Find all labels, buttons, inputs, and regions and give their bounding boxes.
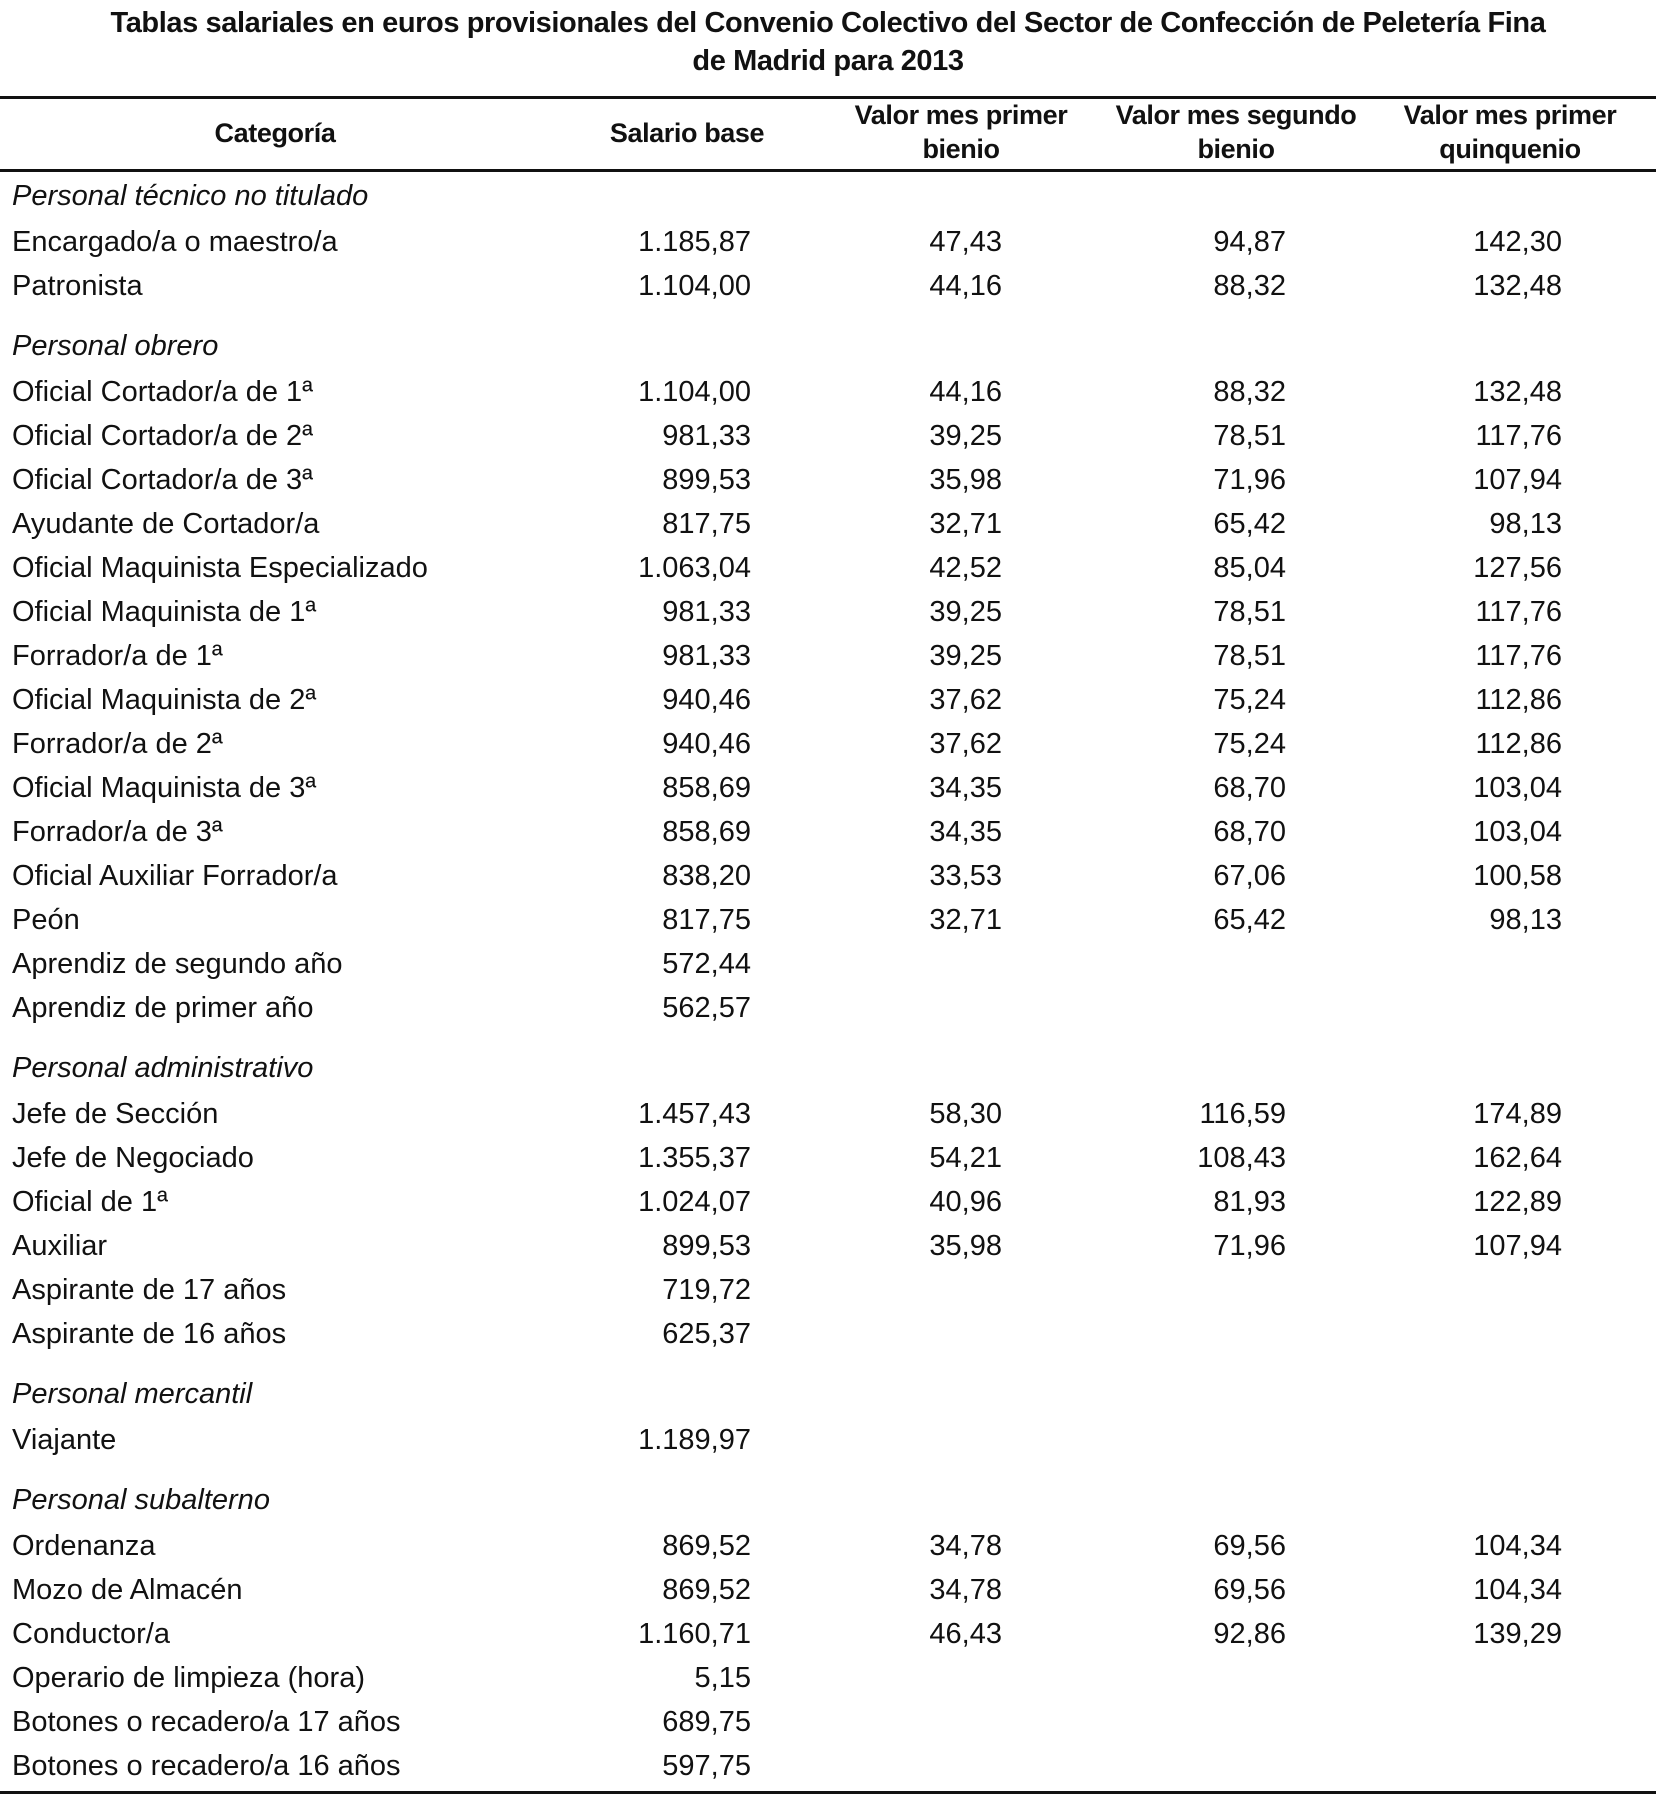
cell-segundo-bienio: 78,51 xyxy=(1213,596,1286,628)
cell-categoria: Mozo de Almacén xyxy=(12,1574,243,1606)
cell-primer-bienio: 37,62 xyxy=(929,684,1002,716)
cell-segundo-bienio: 75,24 xyxy=(1213,728,1286,760)
cell-categoria: Botones o recadero/a 17 años xyxy=(12,1706,401,1738)
cell-primer-bienio: 58,30 xyxy=(929,1098,1002,1130)
cell-primer-bienio: 44,16 xyxy=(929,376,1002,408)
header-quinquenio-line-1: Valor mes primer xyxy=(1403,100,1617,130)
cell-salario-base: 1.355,37 xyxy=(638,1142,751,1174)
cell-salario-base: 869,52 xyxy=(662,1530,751,1562)
table-row xyxy=(0,986,1656,1030)
cell-segundo-bienio: 92,86 xyxy=(1213,1618,1286,1650)
cell-segundo-bienio: 75,24 xyxy=(1213,684,1286,716)
cell-segundo-bienio: 81,93 xyxy=(1213,1186,1286,1218)
table-body xyxy=(0,171,1656,1788)
section-header-row xyxy=(0,1369,1656,1418)
cell-salario-base: 1.160,71 xyxy=(638,1618,751,1650)
cell-categoria: Encargado/a o maestro/a xyxy=(12,226,338,258)
cell-primer-bienio: 35,98 xyxy=(929,464,1002,496)
table-row xyxy=(0,1744,1656,1788)
cell-categoria: Ayudante de Cortador/a xyxy=(12,508,320,540)
cell-segundo-bienio: 68,70 xyxy=(1213,816,1286,848)
cell-categoria: Oficial Maquinista Especializado xyxy=(12,552,428,584)
table-row xyxy=(0,634,1656,678)
section-header-row xyxy=(0,1475,1656,1524)
cell-categoria: Oficial Maquinista de 1ª xyxy=(12,596,317,628)
cell-categoria: Oficial Cortador/a de 3ª xyxy=(12,464,313,496)
table-row xyxy=(0,1612,1656,1656)
cell-primer-bienio: 35,98 xyxy=(929,1230,1002,1262)
cell-primer-quinquenio: 103,04 xyxy=(1473,816,1562,848)
table-row xyxy=(0,1268,1656,1312)
cell-categoria: Ordenanza xyxy=(12,1530,156,1562)
cell-salario-base: 838,20 xyxy=(662,860,751,892)
header-primer-bienio-line-2: bienio xyxy=(922,134,1000,164)
cell-categoria: Oficial Cortador/a de 2ª xyxy=(12,420,313,452)
cell-primer-quinquenio: 107,94 xyxy=(1473,464,1562,496)
cell-primer-bienio: 42,52 xyxy=(929,552,1002,584)
header-primer-bienio xyxy=(841,98,1081,166)
cell-primer-quinquenio: 117,76 xyxy=(1475,596,1562,628)
header-segundo-bienio-line-2: bienio xyxy=(1197,134,1275,164)
table-row xyxy=(0,942,1656,986)
cell-primer-bienio: 46,43 xyxy=(929,1618,1002,1650)
cell-categoria: Jefe de Negociado xyxy=(12,1142,254,1174)
cell-salario-base: 899,53 xyxy=(662,1230,751,1262)
section-header-row xyxy=(0,171,1656,220)
table-row xyxy=(0,458,1656,502)
table-row xyxy=(0,722,1656,766)
cell-primer-quinquenio: 132,48 xyxy=(1473,270,1562,302)
cell-primer-bienio: 34,78 xyxy=(929,1530,1002,1562)
cell-salario-base: 572,44 xyxy=(662,948,751,980)
cell-categoria: Auxiliar xyxy=(12,1230,108,1262)
cell-primer-quinquenio: 122,89 xyxy=(1473,1186,1562,1218)
table-row xyxy=(0,898,1656,942)
cell-segundo-bienio: 116,59 xyxy=(1199,1098,1286,1130)
table-title xyxy=(0,4,1656,80)
section-title: Personal mercantil xyxy=(12,1378,253,1410)
cell-categoria: Patronista xyxy=(12,270,143,302)
table-row xyxy=(0,1180,1656,1224)
cell-primer-quinquenio: 117,76 xyxy=(1475,420,1562,452)
cell-categoria: Oficial Maquinista de 2ª xyxy=(12,684,317,716)
table-row xyxy=(0,1136,1656,1180)
cell-segundo-bienio: 65,42 xyxy=(1213,904,1286,936)
table-row xyxy=(0,810,1656,854)
cell-salario-base: 625,37 xyxy=(662,1318,751,1350)
cell-primer-bienio: 39,25 xyxy=(929,420,1002,452)
cell-salario-base: 981,33 xyxy=(662,420,751,452)
cell-segundo-bienio: 78,51 xyxy=(1213,420,1286,452)
bottom-rule xyxy=(0,1791,1656,1794)
cell-salario-base: 5,15 xyxy=(694,1662,751,1694)
cell-salario-base: 858,69 xyxy=(662,772,751,804)
table-row xyxy=(0,678,1656,722)
cell-primer-bienio: 47,43 xyxy=(929,226,1002,258)
table-row xyxy=(0,264,1656,308)
cell-segundo-bienio: 69,56 xyxy=(1213,1574,1286,1606)
table-row xyxy=(0,1656,1656,1700)
cell-segundo-bienio: 88,32 xyxy=(1213,376,1286,408)
table-title-line-2: de Madrid para 2013 xyxy=(692,45,964,77)
table-row xyxy=(0,546,1656,590)
header-segundo-bienio xyxy=(1111,98,1361,166)
cell-segundo-bienio: 65,42 xyxy=(1213,508,1286,540)
cell-categoria: Conductor/a xyxy=(12,1618,170,1650)
table-row xyxy=(0,1418,1656,1462)
table-row xyxy=(0,590,1656,634)
cell-primer-quinquenio: 174,89 xyxy=(1473,1098,1562,1130)
cell-categoria: Aspirante de 17 años xyxy=(12,1274,287,1306)
header-salario-base: Salario base xyxy=(609,118,765,148)
cell-categoria: Botones o recadero/a 16 años xyxy=(12,1750,401,1782)
cell-salario-base: 1.104,00 xyxy=(638,270,751,302)
cell-primer-bienio: 32,71 xyxy=(929,508,1002,540)
cell-primer-quinquenio: 104,34 xyxy=(1473,1574,1562,1606)
cell-primer-bienio: 33,53 xyxy=(929,860,1002,892)
cell-primer-quinquenio: 162,64 xyxy=(1473,1142,1562,1174)
cell-primer-quinquenio: 98,13 xyxy=(1489,904,1562,936)
cell-categoria: Viajante xyxy=(12,1424,117,1456)
cell-primer-quinquenio: 127,56 xyxy=(1473,552,1562,584)
header-categoria: Categoría xyxy=(214,118,336,148)
cell-primer-quinquenio: 103,04 xyxy=(1473,772,1562,804)
cell-categoria: Aprendiz de segundo año xyxy=(12,948,343,980)
cell-primer-quinquenio: 139,29 xyxy=(1473,1618,1562,1650)
cell-primer-bienio: 32,71 xyxy=(929,904,1002,936)
section-title: Personal técnico no titulado xyxy=(12,180,369,212)
cell-salario-base: 858,69 xyxy=(662,816,751,848)
header-quinquenio xyxy=(1390,98,1630,166)
cell-segundo-bienio: 68,70 xyxy=(1213,772,1286,804)
cell-primer-quinquenio: 142,30 xyxy=(1473,226,1562,258)
table-title-line-1: Tablas salariales en euros provisionales del Convenio Colectivo del Sector de Confección de Peletería Fina xyxy=(110,7,1546,39)
cell-primer-quinquenio: 117,76 xyxy=(1475,640,1562,672)
cell-segundo-bienio: 108,43 xyxy=(1197,1142,1286,1174)
section-title: Personal subalterno xyxy=(12,1484,270,1516)
cell-primer-quinquenio: 98,13 xyxy=(1489,508,1562,540)
cell-segundo-bienio: 71,96 xyxy=(1213,464,1286,496)
cell-categoria: Peón xyxy=(12,904,80,936)
cell-categoria: Oficial Maquinista de 3ª xyxy=(12,772,317,804)
cell-primer-bienio: 34,78 xyxy=(929,1574,1002,1606)
cell-salario-base: 817,75 xyxy=(662,904,751,936)
cell-primer-bienio: 37,62 xyxy=(929,728,1002,760)
table-row xyxy=(0,1312,1656,1356)
cell-salario-base: 1.063,04 xyxy=(638,552,751,584)
cell-categoria: Aspirante de 16 años xyxy=(12,1318,287,1350)
table-row xyxy=(0,1700,1656,1744)
cell-segundo-bienio: 78,51 xyxy=(1213,640,1286,672)
cell-salario-base: 817,75 xyxy=(662,508,751,540)
cell-primer-bienio: 40,96 xyxy=(929,1186,1002,1218)
cell-salario-base: 719,72 xyxy=(662,1274,751,1306)
table-row xyxy=(0,1092,1656,1136)
cell-categoria: Oficial Auxiliar Forrador/a xyxy=(12,860,338,892)
cell-primer-bienio: 44,16 xyxy=(929,270,1002,302)
cell-categoria: Oficial de 1ª xyxy=(12,1186,168,1218)
section-header-row xyxy=(0,321,1656,370)
cell-salario-base: 1.185,87 xyxy=(638,226,751,258)
cell-primer-bienio: 34,35 xyxy=(929,772,1002,804)
table-row xyxy=(0,370,1656,414)
cell-categoria: Forrador/a de 1ª xyxy=(12,640,223,672)
cell-segundo-bienio: 67,06 xyxy=(1213,860,1286,892)
cell-segundo-bienio: 85,04 xyxy=(1213,552,1286,584)
section-header-row xyxy=(0,1043,1656,1092)
cell-primer-quinquenio: 100,58 xyxy=(1473,860,1562,892)
header-segundo-bienio-line-1: Valor mes segundo xyxy=(1115,100,1357,130)
cell-categoria: Operario de limpieza (hora) xyxy=(12,1662,365,1694)
cell-categoria: Aprendiz de primer año xyxy=(12,992,314,1024)
table-row xyxy=(0,502,1656,546)
table-row xyxy=(0,414,1656,458)
section-title: Personal obrero xyxy=(12,330,219,362)
cell-salario-base: 1.457,43 xyxy=(638,1098,751,1130)
cell-primer-bienio: 54,21 xyxy=(929,1142,1002,1174)
cell-primer-quinquenio: 107,94 xyxy=(1473,1230,1562,1262)
cell-salario-base: 869,52 xyxy=(662,1574,751,1606)
cell-salario-base: 562,57 xyxy=(662,992,751,1024)
cell-salario-base: 1.104,00 xyxy=(638,376,751,408)
cell-primer-quinquenio: 104,34 xyxy=(1473,1530,1562,1562)
table-row xyxy=(0,220,1656,264)
cell-salario-base: 689,75 xyxy=(662,1706,751,1738)
cell-categoria: Jefe de Sección xyxy=(12,1098,219,1130)
header-quinquenio-line-2: quinquenio xyxy=(1439,134,1581,164)
cell-salario-base: 940,46 xyxy=(662,684,751,716)
section-title: Personal administrativo xyxy=(12,1052,314,1084)
table-row xyxy=(0,1224,1656,1268)
cell-segundo-bienio: 69,56 xyxy=(1213,1530,1286,1562)
cell-primer-bienio: 39,25 xyxy=(929,596,1002,628)
cell-segundo-bienio: 71,96 xyxy=(1213,1230,1286,1262)
cell-primer-quinquenio: 112,86 xyxy=(1475,684,1562,716)
cell-salario-base: 940,46 xyxy=(662,728,751,760)
cell-categoria: Forrador/a de 2ª xyxy=(12,728,223,760)
cell-primer-bienio: 34,35 xyxy=(929,816,1002,848)
cell-segundo-bienio: 94,87 xyxy=(1213,226,1286,258)
cell-categoria: Oficial Cortador/a de 1ª xyxy=(12,376,313,408)
cell-salario-base: 981,33 xyxy=(662,596,751,628)
cell-primer-quinquenio: 112,86 xyxy=(1475,728,1562,760)
cell-salario-base: 1.024,07 xyxy=(638,1186,751,1218)
table-row xyxy=(0,1524,1656,1568)
table-row xyxy=(0,854,1656,898)
cell-salario-base: 899,53 xyxy=(662,464,751,496)
cell-categoria: Forrador/a de 3ª xyxy=(12,816,223,848)
cell-primer-bienio: 39,25 xyxy=(929,640,1002,672)
cell-primer-quinquenio: 132,48 xyxy=(1473,376,1562,408)
cell-segundo-bienio: 88,32 xyxy=(1213,270,1286,302)
cell-salario-base: 1.189,97 xyxy=(638,1424,751,1456)
header-primer-bienio-line-1: Valor mes primer xyxy=(854,100,1068,130)
table-row xyxy=(0,766,1656,810)
cell-salario-base: 981,33 xyxy=(662,640,751,672)
table-row xyxy=(0,1568,1656,1612)
cell-salario-base: 597,75 xyxy=(662,1750,751,1782)
